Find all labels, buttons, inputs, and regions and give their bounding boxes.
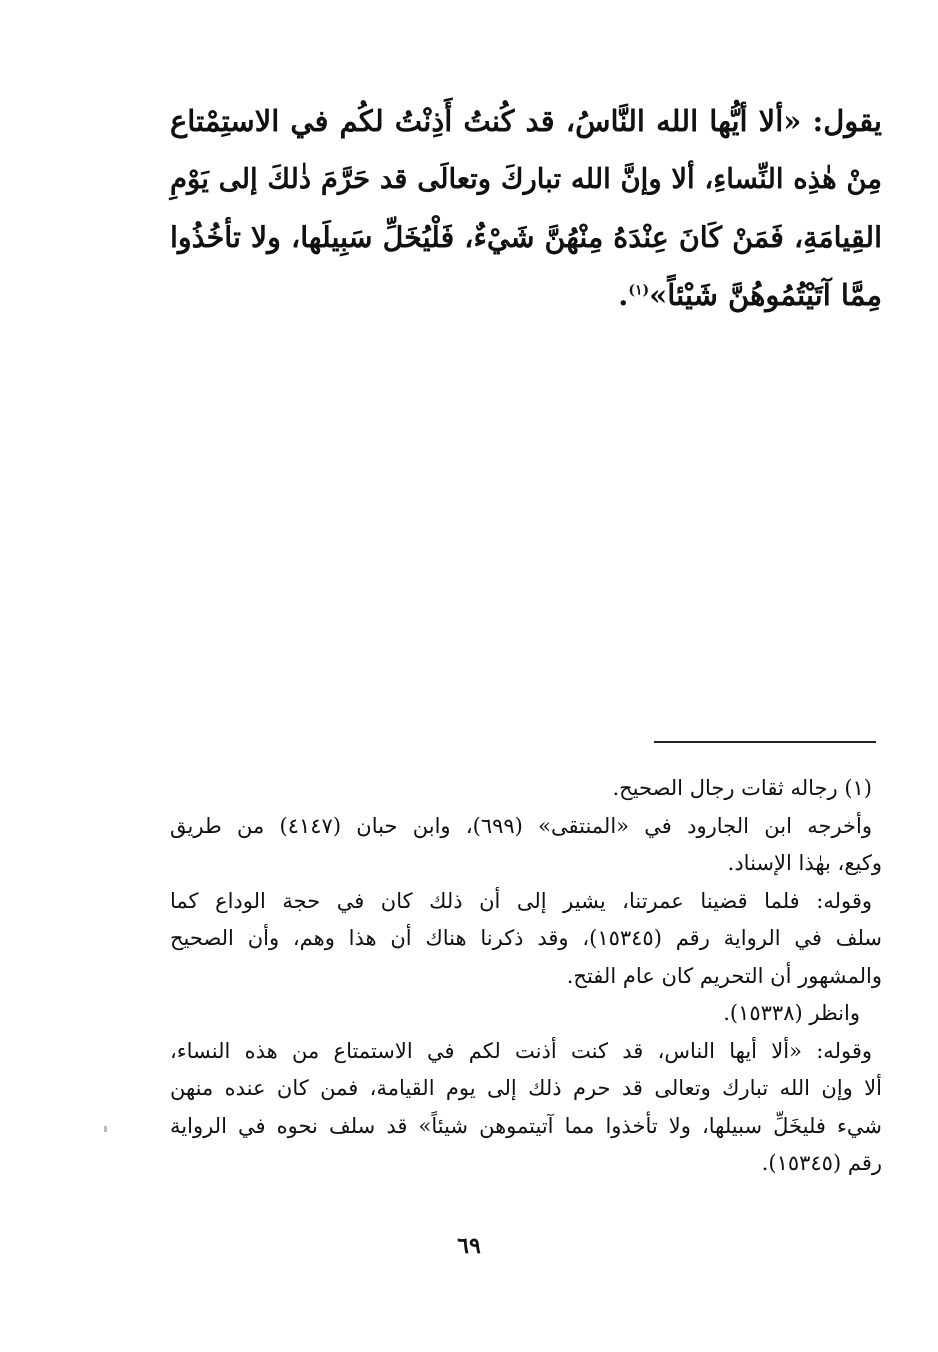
end-punctuation: . <box>618 278 629 312</box>
footnote-line: وانظر (١٥٣٣٨). <box>723 1001 860 1025</box>
main-text-block <box>170 92 882 324</box>
footnote-line: وقوله: فلما قضينا عمرتنا، يشير إلى أن ذلك كان في حجة الوداع كما <box>170 888 872 913</box>
footnote-line: رقم (١٥٣٤٥). <box>761 1151 882 1175</box>
footnote-reference[interactable]: (١) <box>628 282 650 299</box>
footnote-line: وقوله: «ألا أيها الناس، قد كنت أذنت لكم في الاستمتاع من هذه النساء، <box>170 1038 872 1063</box>
footnote-line: وكيع، بهٰذا الإسناد. <box>727 851 882 875</box>
footnote-separator <box>654 741 876 743</box>
scan-mark <box>104 1126 107 1132</box>
main-text-line: يقول: «ألا أيُّها الله النَّاسُ، قد كُنتُ أَذِنْتُ لكُم في الاستِمْتاع <box>170 104 882 138</box>
main-text-line-last <box>170 266 882 324</box>
footnote-line: (١) رجاله ثقات رجال الصحيح. <box>612 776 872 800</box>
main-text-line: القِيامَةِ، فَمَنْ كَانَ عِنْدَهُ مِنْهُنَّ شَيْءٌ، فَلْيُخَلِّ سَبِيلَها، ولا تأخُذُوا <box>170 220 882 254</box>
main-text-line: مِنْ هٰذِه النِّساءِ، ألا وإنَّ الله تباركَ وتعالَى قد حَرَّمَ ذٰلكَ إلى يَوْمِ <box>170 163 882 195</box>
main-text-line: مِمَّا آتَيْتُمُوهُنَّ شَيْئاً» <box>649 278 882 312</box>
footnote-line: ألا وإن الله تبارك وتعالى قد حرم ذلك إلى يوم القيامة، فمن كان عنده منهن <box>170 1076 882 1100</box>
footnote-line: سلف في الرواية رقم (١٥٣٤٥)، وقد ذكرنا هناك أن هذا وهم، وأن الصحيح <box>170 926 882 950</box>
footnote-line: شيء فليخَلِّ سبيلها، ولا تأخذوا مما آتيتموهن شيئاً» قد سلف نحوه في الرواية <box>170 1113 882 1138</box>
footnote-line: والمشهور أن التحريم كان عام الفتح. <box>566 963 882 988</box>
page-number: ٦٩ <box>457 1233 481 1259</box>
footnote-line: وأخرجه ابن الجارود في «المنتقى» (٦٩٩)، وابن حبان (٤١٤٧) من طريق <box>170 813 873 838</box>
footnotes-block <box>170 770 882 1183</box>
